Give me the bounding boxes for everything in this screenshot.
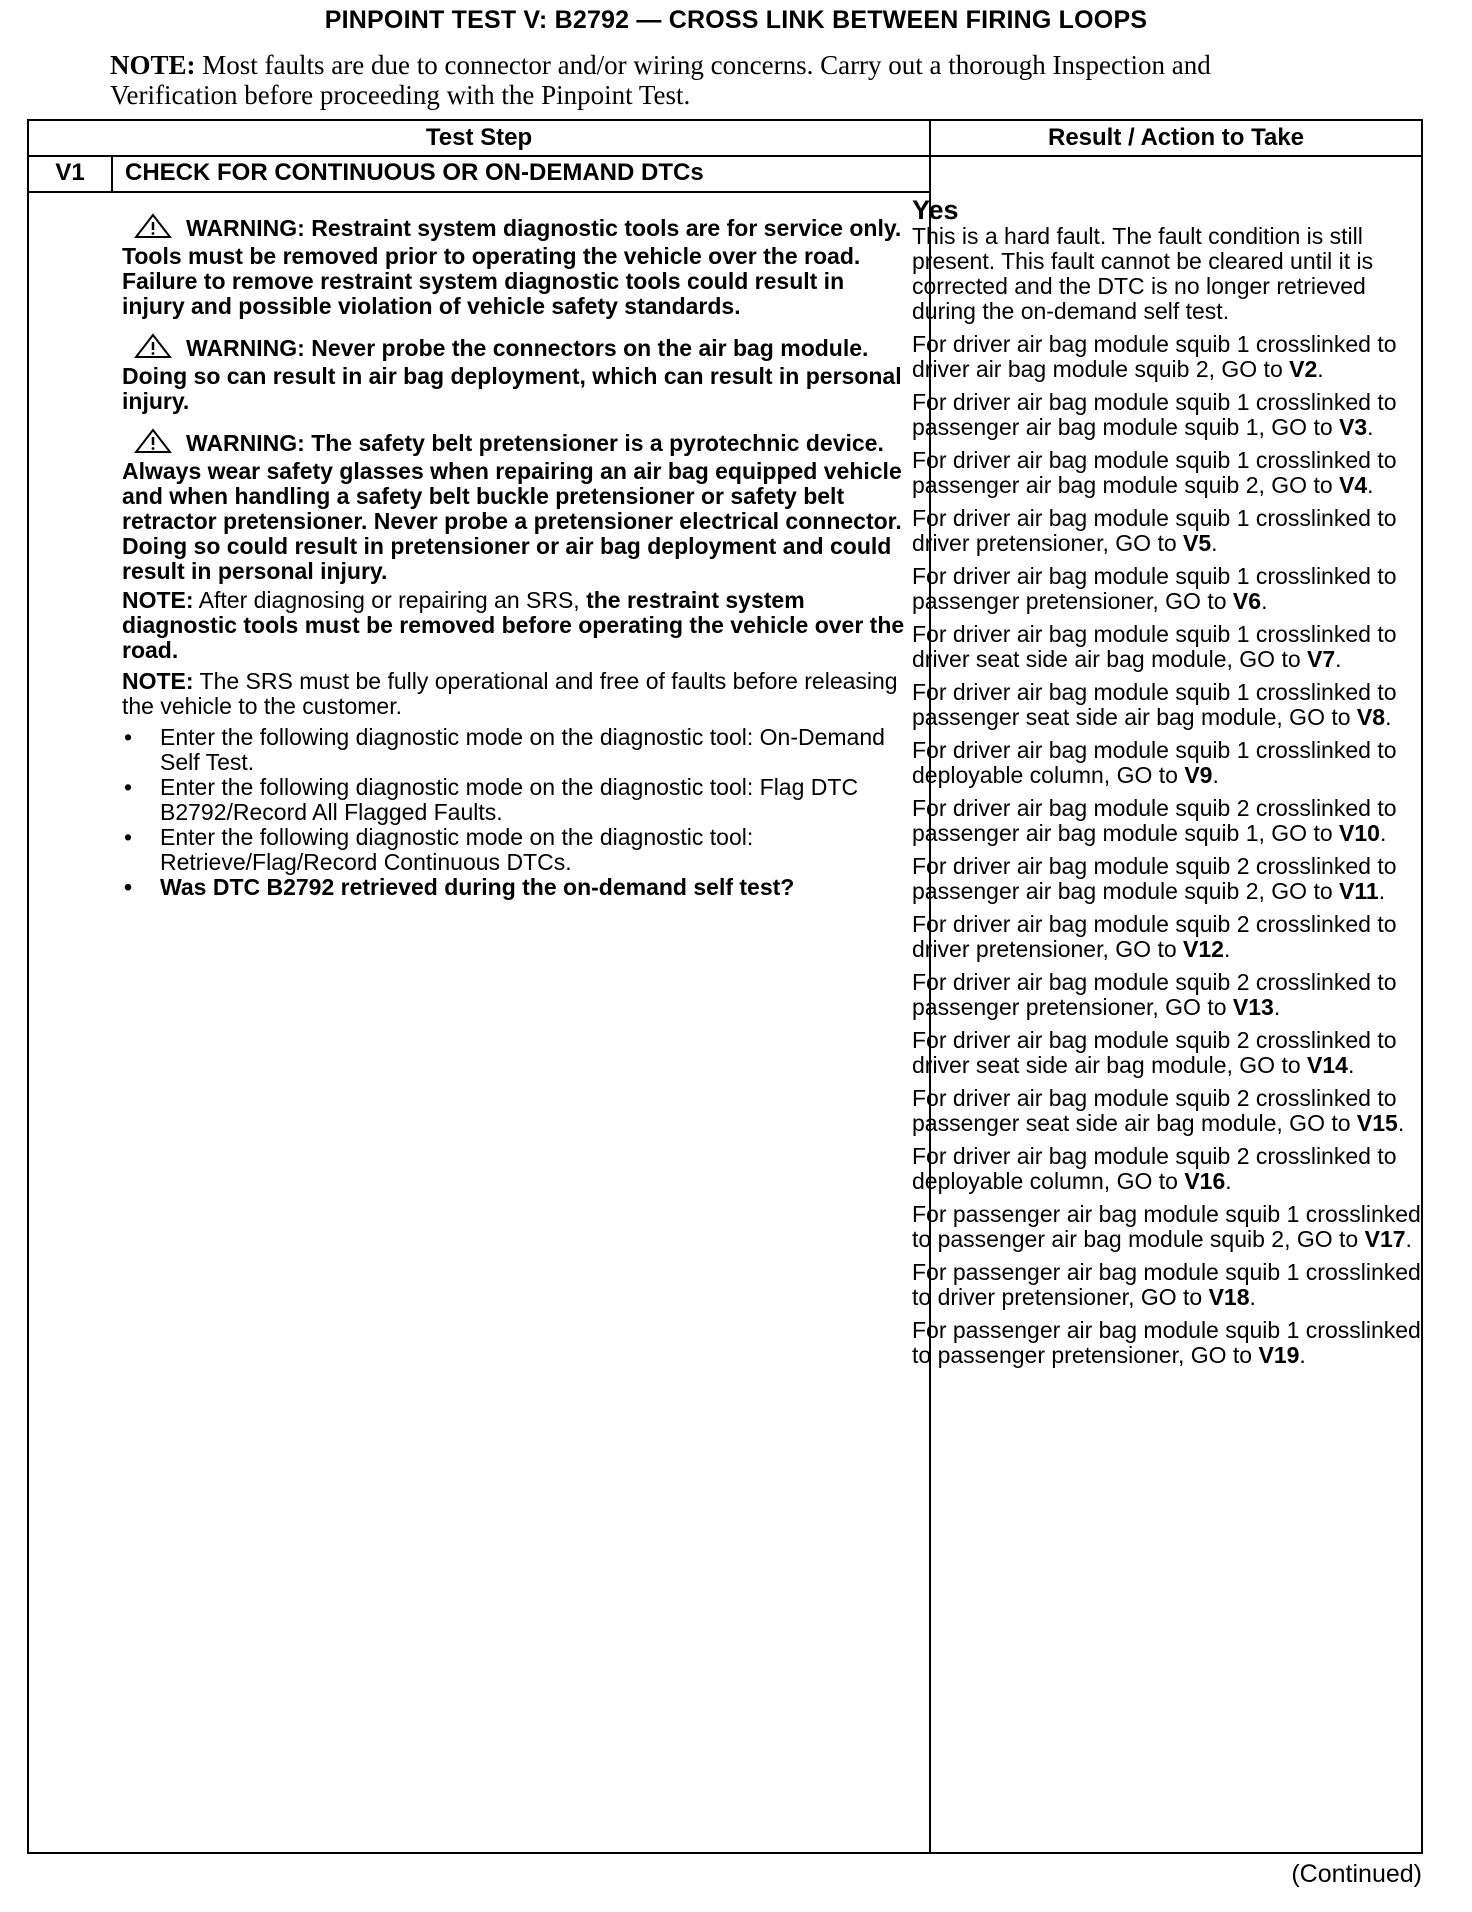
action-item: For driver air bag module squib 2 crosslinked to passenger seat side air bag module, GO to V15. [912,1085,1405,1136]
action-item: For driver air bag module squib 2 crosslinked to passenger pretensioner, GO to V13. [912,969,1397,1020]
goto-step-link[interactable]: V3 [1339,414,1368,440]
action-item: For driver air bag module squib 2 crosslinked to driver pretensioner, GO to V12. [912,911,1397,962]
action-text: For driver air bag module squib 2 crosslinked to deployable column, GO to [912,1143,1397,1194]
action-text: For passenger air bag module squib 1 crosslinked to passenger pretensioner, GO to [912,1317,1421,1368]
step-id: V1 [55,159,85,186]
goto-step-link[interactable]: V12 [1183,936,1224,962]
note-bold-text: the restraint system diagnostic tools must be removed before operating the vehicle over the road. [122,587,905,663]
action-text: For driver air bag module squib 1 crosslinked to passenger air bag module squib 2, GO to [912,447,1397,498]
action-list [912,332,1422,1368]
intro-note-text: Most faults are due to connector and/or wiring concerns. Carry out a thorough Inspection and Verification before proceeding with the Pinpoint Test. [110,50,1211,110]
action-item: For driver air bag module squib 2 crosslinked to passenger air bag module squib 2, GO to V11. [912,853,1397,904]
warning-2-text: WARNING: Never probe the connectors on the air bag module. Doing so can result in air bag deployment, which can result in personal injury. [122,335,902,414]
continued-label: (Continued) [1291,1860,1422,1888]
goto-step-link[interactable]: V6 [1232,588,1262,614]
goto-step-link[interactable]: V10 [1339,820,1380,846]
note-label: NOTE: [122,587,194,613]
goto-step-link[interactable]: V15 [1356,1110,1398,1136]
step-title-divider [29,191,929,193]
action-text: For driver air bag module squib 2 crosslinked to driver pretensioner, GO to [912,911,1397,962]
goto-step-link[interactable]: V11 [1339,878,1379,904]
action-text: For driver air bag module squib 1 crosslinked to deployable column, GO to [912,737,1397,788]
action-text: For driver air bag module squib 1 crosslinked to driver air bag module squib 2, GO to [912,331,1397,382]
warning-triangle-icon [134,333,172,364]
goto-step-link[interactable]: V8 [1356,704,1386,730]
action-item: For driver air bag module squib 1 crosslinked to passenger pretensioner, GO to V6. [912,563,1397,614]
action-text: For driver air bag module squib 1 crosslinked to passenger seat side air bag module, GO to [912,679,1397,730]
yes-description: This is a hard fault. The fault condition is still present. This fault cannot be cleared until it is corrected and the DTC is no longer retrieved during the on-demand self test. [912,223,1374,324]
goto-step-link[interactable]: V17 [1364,1226,1406,1252]
action-text: For passenger air bag module squib 1 crosslinked to passenger air bag module squib 2, GO to [912,1201,1421,1252]
list-item: • Enter the following diagnostic mode on the diagnostic tool: Flag DTC B2792/Record All Flagged Faults. [122,775,912,825]
note-srs-operational [122,669,912,719]
result-action-content [912,196,1422,1376]
test-step-content [122,213,912,900]
warning-1-text: WARNING: Restraint system diagnostic tools are for service only. Tools must be removed prior to operating the vehicle over the road. Failure to remove restraint system diagnostic tools could result in injury and possible violation of vehicle safety standards. [122,215,902,319]
goto-step-link[interactable]: V14 [1307,1052,1348,1078]
step-question: • Was DTC B2792 retrieved during the on-demand self test? [122,875,912,900]
warning-3-text: WARNING: The safety belt pretensioner is a pyrotechnic device. Always wear safety glasses when repairing an air bag equipped vehicle and when handling a safety belt buckle pretensioner or safety belt retractor pretensioner. Never probe a pretensioner electrical connector. Doing so could result in pretensioner or air bag deployment and could result in personal injury. [122,430,902,584]
step-id-divider [111,155,113,193]
action-item: For driver air bag module squib 1 crosslinked to driver seat side air bag module, GO to V7. [912,621,1397,672]
action-item: For driver air bag module squib 2 crosslinked to driver seat side air bag module, GO to V14. [912,1027,1397,1078]
header-result-action: Result / Action to Take [1047,124,1305,151]
goto-step-link[interactable]: V9 [1184,762,1213,788]
goto-step-link[interactable]: V5 [1183,530,1212,556]
action-text: For passenger air bag module squib 1 crosslinked to driver pretensioner, GO to [912,1259,1421,1310]
procedure-list [122,725,912,900]
action-text: For driver air bag module squib 1 crosslinked to passenger air bag module squib 1, GO to [912,389,1397,440]
header-test-step: Test Step [425,124,533,151]
action-item: For driver air bag module squib 1 crosslinked to passenger air bag module squib 2, GO to V4. [912,447,1397,498]
action-text: For driver air bag module squib 2 crosslinked to passenger air bag module squib 2, GO to [912,853,1397,904]
action-item: For passenger air bag module squib 1 crosslinked to passenger pretensioner, GO to V19. [912,1317,1421,1368]
goto-step-link[interactable]: V7 [1307,646,1336,672]
note-restraint-tools [122,588,912,663]
action-item: For driver air bag module squib 1 crosslinked to passenger seat side air bag module, GO to V8. [912,679,1397,730]
warning-1 [122,213,912,319]
goto-step-link[interactable]: V13 [1232,994,1274,1020]
note-label: NOTE: [122,668,194,694]
goto-step-link[interactable]: V19 [1258,1342,1300,1368]
action-text: For driver air bag module squib 2 crosslinked to driver seat side air bag module, GO to [912,1027,1397,1078]
action-item: For passenger air bag module squib 1 crosslinked to driver pretensioner, GO to V18. [912,1259,1421,1310]
warning-triangle-icon [134,428,172,459]
warning-triangle-icon [134,213,172,244]
action-item: For driver air bag module squib 1 crosslinked to driver air bag module squib 2, GO to V2. [912,331,1397,382]
list-item: • Enter the following diagnostic mode on the diagnostic tool: On-Demand Self Test. [122,725,912,775]
goto-step-link[interactable]: V4 [1339,472,1368,498]
action-text: For driver air bag module squib 2 crosslinked to passenger seat side air bag module, GO to [912,1085,1397,1136]
note-text: The SRS must be fully operational and free of faults before releasing the vehicle to the customer. [122,668,898,719]
page-title: PINPOINT TEST V: B2792 — CROSS LINK BETWEEN FIRING LOOPS [324,6,1148,34]
action-item: For driver air bag module squib 1 crosslinked to passenger air bag module squib 1, GO to V3. [912,389,1397,440]
warning-2 [122,333,912,414]
action-item: For passenger air bag module squib 1 crosslinked to passenger air bag module squib 2, GO to V17. [912,1201,1421,1252]
goto-step-link[interactable]: V18 [1208,1284,1250,1310]
action-item: For driver air bag module squib 1 crosslinked to deployable column, GO to V9. [912,737,1397,788]
note-text: After diagnosing or repairing an SRS, [193,587,587,613]
yes-label: Yes [912,195,959,225]
action-text: For driver air bag module squib 1 crosslinked to driver seat side air bag module, GO to [912,621,1397,672]
intro-note-label: NOTE: [110,50,196,80]
goto-step-link[interactable]: V16 [1184,1168,1226,1194]
action-text: For driver air bag module squib 2 crosslinked to passenger pretensioner, GO to [912,969,1397,1020]
action-item: For driver air bag module squib 1 crosslinked to driver pretensioner, GO to V5. [912,505,1397,556]
list-item: • Enter the following diagnostic mode on the diagnostic tool: Retrieve/Flag/Record Continuous DTCs. [122,825,912,875]
warning-3 [122,428,912,584]
step-title: CHECK FOR CONTINUOUS OR ON-DEMAND DTCs [125,159,704,186]
action-item: For driver air bag module squib 2 crosslinked to passenger air bag module squib 1, GO to V10. [912,795,1397,846]
goto-step-link[interactable]: V2 [1289,356,1318,382]
intro-note [110,50,1260,110]
action-text: For driver air bag module squib 1 crosslinked to passenger pretensioner, GO to [912,563,1397,614]
action-text: For driver air bag module squib 2 crosslinked to passenger air bag module squib 1, GO to [912,795,1397,846]
action-text: For driver air bag module squib 1 crosslinked to driver pretensioner, GO to [912,505,1397,556]
action-item: For driver air bag module squib 2 crosslinked to deployable column, GO to V16. [912,1143,1397,1194]
